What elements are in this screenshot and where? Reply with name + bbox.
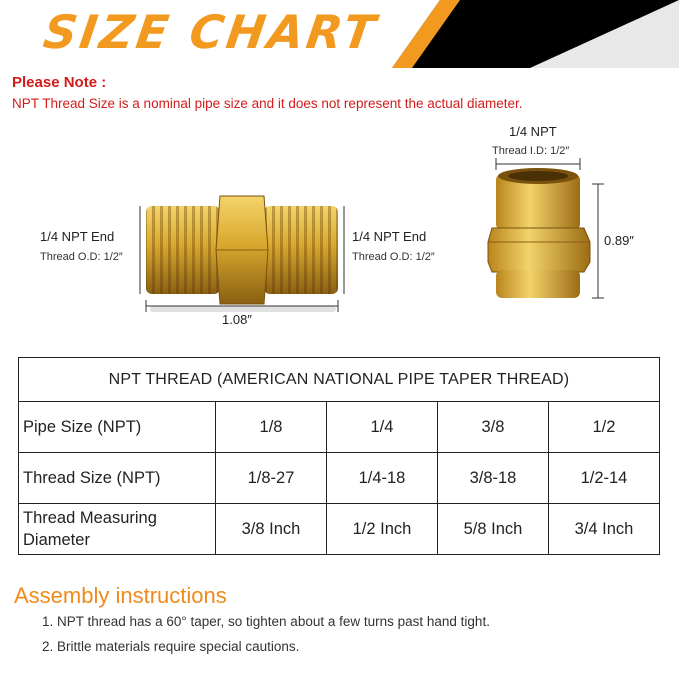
- row-label-line: Diameter: [23, 531, 90, 549]
- table-row: [19, 402, 660, 453]
- note-title: Please Note :: [12, 74, 107, 91]
- row-label: Thread Size (NPT): [19, 453, 216, 504]
- table-cell: 3/8-18: [437, 453, 548, 504]
- note-text: NPT Thread Size is a nominal pipe size and it does not represent the actual diameter.: [12, 96, 523, 111]
- left-end-sub: Thread O.D: 1/2″: [40, 251, 123, 263]
- coupling-sub: Thread I.D: 1/2″: [492, 145, 570, 157]
- list-item: 2. Brittle materials require special cautions.: [42, 639, 300, 654]
- table-cell: 1/4-18: [326, 453, 437, 504]
- table-row: [19, 504, 660, 555]
- table-row: [19, 453, 660, 504]
- table-cell: 1/8: [216, 402, 327, 453]
- assembly-title: Assembly instructions: [14, 583, 227, 608]
- coupling-image: [488, 168, 590, 298]
- table-header: NPT THREAD (AMERICAN NATIONAL PIPE TAPER THREAD): [19, 358, 660, 402]
- row-label: [19, 504, 216, 555]
- table-cell: 3/8: [437, 402, 548, 453]
- right-end-label: 1/4 NPT End: [352, 229, 427, 244]
- table-cell: 3/8 Inch: [216, 504, 327, 555]
- table-cell: 1/8-27: [216, 453, 327, 504]
- table-cell: 1/2 Inch: [326, 504, 437, 555]
- table-cell: 1/2: [548, 402, 659, 453]
- right-end-sub: Thread O.D: 1/2″: [352, 251, 435, 263]
- coupling-height-label: 0.89″: [604, 233, 634, 248]
- left-end-label: 1/4 NPT End: [40, 229, 115, 244]
- table-cell: 5/8 Inch: [437, 504, 548, 555]
- page-title: SIZE CHART: [40, 5, 382, 59]
- hex-nipple-image: [146, 196, 338, 312]
- table-cell: 1/2-14: [548, 453, 659, 504]
- table-cell: 3/4 Inch: [548, 504, 659, 555]
- header-banner: [0, 0, 679, 68]
- coupling-label: 1/4 NPT: [509, 124, 557, 139]
- assembly-list: [42, 613, 490, 663]
- table-cell: 1/4: [326, 402, 437, 453]
- npt-size-table: [18, 357, 660, 555]
- length-label: 1.08″: [222, 312, 252, 327]
- list-item: 1. NPT thread has a 60° taper, so tighten about a few turns past hand tight.: [42, 614, 490, 629]
- row-label-line: Thread Measuring: [23, 509, 157, 527]
- row-label: Pipe Size (NPT): [19, 402, 216, 453]
- table-header-row: [19, 358, 660, 402]
